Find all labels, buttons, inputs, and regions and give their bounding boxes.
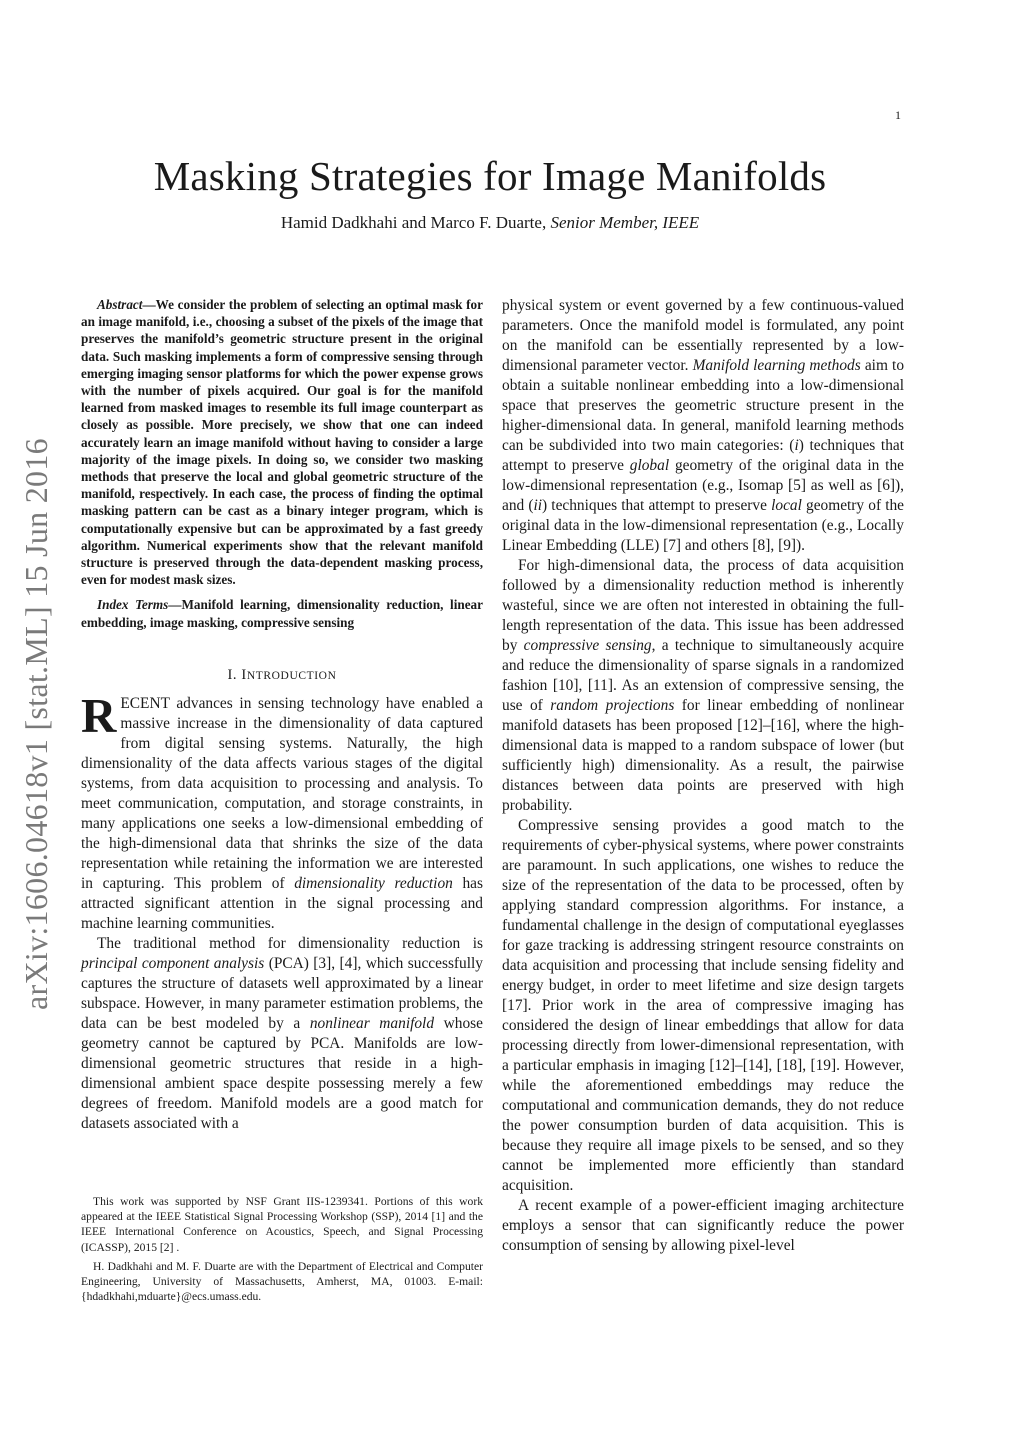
right-paragraph-3: Compressive sensing provides a good match to the requirements of cyber-physical systems, where power constraints are paramount. In such applications, one wishes to reduce the size of the representation of the data to be processed, often by applying standard compression algorithms. For instance, a fundamental challenge in the design of computational eyeglasses for gaze tracking is addressing stringent resource constraints on data acquisition and processing that include sensing fidelity and energy budget, in order to meet lifetime and size design targets [17]. Prior work in the area of compressive imaging has considered the design of linear embeddings that allow for data processing directly from lower-dimensional representation, with a particular emphasis in imaging [12]–[14], [18], [19]. However, while the aforementioned embeddings may reduce the computational and communication demands, they do not reduce the power consumption burden of data acquisition. This is because they require all image pixels to be sensed, and so they cannot be implemented more efficiently than standard acquisition. bbox=[502, 817, 904, 1194]
section-heading-introduction bbox=[81, 665, 483, 686]
footnotes bbox=[81, 1194, 483, 1304]
r1-em-ii: ii bbox=[533, 497, 543, 514]
right-paragraph-4: A recent example of a power-efficient imaging architecture employs a sensor that can significantly reduce the power consumption of sensing by allowing pixel-level bbox=[502, 1197, 904, 1254]
r2-a: For high-dimensional data, the process of data acquisition followed by a dimensionality reduction method is inherently wasteful, since we are often not interested in obtaining the full-length representation of the data. This issue has been addressed by bbox=[502, 557, 904, 654]
right-paragraph-1 bbox=[502, 296, 904, 556]
footnote-funding: This work was supported by NSF Grant IIS-1239341. Portions of this work appeared at the IEEE Statistical Signal Processing Workshop (SSP), 2014 [1] and the IEEE International Conference on Acoustics, Speech, and Signal Processing (ICASSP), 2015 [2] . bbox=[81, 1195, 483, 1254]
index-terms bbox=[81, 596, 483, 630]
authors-line bbox=[80, 213, 900, 233]
index-terms-label: Index Terms bbox=[97, 597, 169, 613]
abstract-text: —We consider the problem of selecting an optimal mask for an image manifold, i.e., choosing a subset of the pixels of the image that preserves the manifold’s geometric structure present in the original data. Such masking implements a form of compressive sensing through emerging imaging sensor platforms for which the power expense grows with the number of pixels acquired. Our goal is for the manifold learned from masked images to resemble its full image counterpart as closely as possible. More precisely, we show that one can indeed accurately learn an image manifold without having to consider a large majority of the image pixels. In doing so, we consider two masking methods that preserve the local and global geometric structure of the manifold, respectively. In each case, the process of finding the optimal masking pattern can be cast as a binary integer program, which is computationally expensive but can be approximated by a fast greedy algorithm. Numerical experiments show that the relevant manifold structure is preserved through the data-dependent masking process, even for modest mask sizes. bbox=[81, 297, 483, 588]
r1-em-local: local bbox=[771, 497, 802, 514]
author-membership: Senior Member, IEEE bbox=[550, 213, 700, 232]
dropcap-letter: R bbox=[81, 687, 117, 743]
r2-c: for linear embedding of nonlinear manifold datasets has been proposed [12]–[16], where the high-dimensional data is mapped to a random subspace of lower (but sufficiently high) dimensionality. As a result, the pairwise distances between data points are preserved with high probability. bbox=[502, 697, 904, 814]
intro-p2-b: (PCA) [3], [4], which successfully captures the structure of datasets well approximated by a linear subspace. However, in many parameter estimation problems, the data can be best modeled by a bbox=[81, 954, 483, 1032]
r1-e: ) techniques that attempt to preserve bbox=[542, 497, 772, 514]
left-column bbox=[81, 296, 483, 1134]
r1-a: physical system or event governed by a few continuous-valued parameters. Once the manifold model is formulated, any point on the manifold can be essentially represented by a low-dimensional parameter vector. bbox=[502, 297, 904, 374]
abstract-label: Abstract bbox=[97, 297, 143, 312]
right-paragraph-2 bbox=[502, 556, 904, 816]
r1-b: aim to obtain a suitable nonlinear embedding into a low-dimensional space that preserves the geometric structure present in the higher-dimensional data. In general, manifold learning methods can be subdivided into two main categories: ( bbox=[502, 357, 905, 454]
r1-c: ) techniques that attempt to preserve bbox=[502, 437, 904, 474]
intro-p2-c: whose geometry cannot be captured by PCA. Manifolds are low-dimensional geometric structures that reside in a high-dimensional ambient space despite possessing merely a few degrees of freedom. Manifold models are a good match for datasets associated with a bbox=[81, 1014, 483, 1132]
intro-paragraph-1 bbox=[81, 687, 483, 934]
r1-f: geometry of the original data in the low-dimensional representation (e.g., Locally Linear Embedding (LLE) [7] and others [8], [9]). bbox=[502, 497, 905, 554]
intro-p1-text: ECENT advances in sensing technology have enabled a massive increase in the dimensionality of data captured from digital sensing systems. Naturally, the high dimensionality of the data affects various stages of the digital systems, from data acquisition to processing and analysis. To meet communication, computation, and storage constraints, in many applications one seeks a low-dimensional embedding of the high-dimensional data that shrinks the size of the data representation while retaining the information we are interested in capturing. This problem of bbox=[81, 694, 483, 892]
section-number: I. bbox=[227, 666, 238, 683]
intro-p1-emphasis: dimensionality reduction bbox=[294, 874, 453, 892]
section-title-rest: NTRODUCTION bbox=[246, 669, 337, 682]
r2-em2: random projections bbox=[550, 697, 675, 714]
r2-em1: compressive sensing bbox=[523, 637, 652, 654]
right-column bbox=[502, 296, 904, 1256]
intro-p2-em2: nonlinear manifold bbox=[309, 1014, 435, 1032]
paper-title: Masking Strategies for Image Manifolds bbox=[153, 153, 827, 199]
intro-p2-a: The traditional method for dimensionality reduction is bbox=[97, 934, 483, 952]
section-first-letter: I bbox=[241, 666, 247, 683]
page-number: 1 bbox=[895, 108, 901, 122]
r1-em1: Manifold learning methods bbox=[692, 357, 861, 374]
intro-paragraph-2 bbox=[81, 934, 483, 1134]
footnote-affiliation: H. Dadkhahi and M. F. Duarte are with the Department of Electrical and Computer Engineering, University of Massachusetts, Amherst, MA, 01003. E-mail: {hdadkhahi,mduarte}@ecs.umass.edu. bbox=[81, 1259, 483, 1304]
r1-em-i: i bbox=[794, 437, 799, 454]
author-names: Hamid Dadkhahi and Marco F. Duarte, bbox=[280, 213, 547, 232]
r1-d: geometry of the original data in the low-dimensional representation (e.g., Isomap [5] as well as [6]), and ( bbox=[502, 457, 904, 514]
r2-b: , a technique to simultaneously acquire and reduce the dimensionality of sparse signals in a randomized fashion [10], [11]. As an extension of compressive sensing, the use of bbox=[502, 637, 904, 714]
intro-p1-end: has attracted significant attention in the signal processing and machine learning communities. bbox=[81, 874, 483, 932]
r1-em-global: global bbox=[629, 457, 670, 474]
intro-p2-em1: principal component analysis bbox=[81, 954, 265, 972]
index-terms-text: —Manifold learning, dimensionality reduction, linear embedding, image masking, compressive sensing bbox=[81, 597, 483, 630]
arxiv-stamp: arXiv:1606.04618v1 [stat.ML] 15 Jun 2016 bbox=[18, 438, 54, 1010]
abstract bbox=[81, 296, 483, 588]
